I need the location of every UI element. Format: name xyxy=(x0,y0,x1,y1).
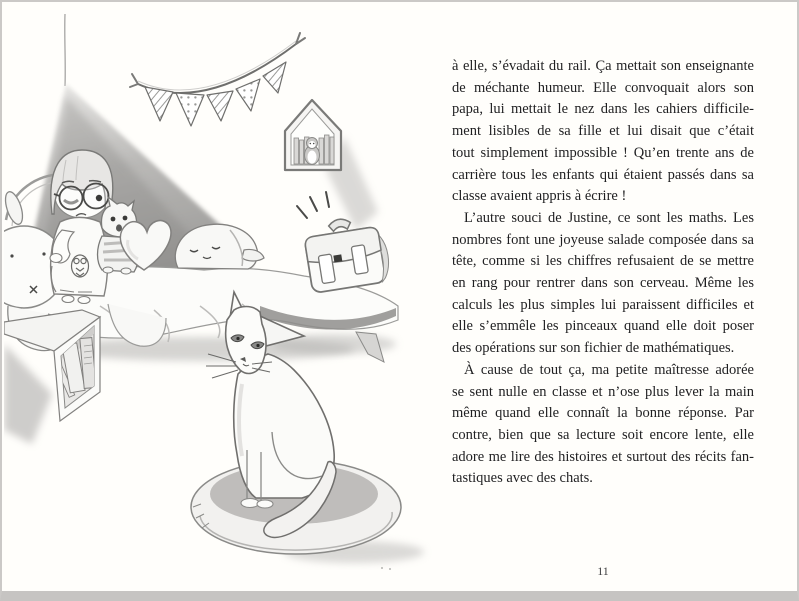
text-line: en rang pour rentrer dans son cerveau. Même les xyxy=(452,275,754,292)
text-line: tête, comme si les chiffres refusaient de se mettre xyxy=(452,253,754,270)
school-satchel xyxy=(302,213,392,294)
bunting-garland xyxy=(130,33,305,126)
text-line: carrière tous les enfants qui étaient passés dans sa xyxy=(452,166,754,183)
emphasis-lines xyxy=(297,192,329,218)
flag-striped xyxy=(145,87,173,121)
bedroom-illustration xyxy=(4,4,436,590)
text-line: À cause de tout ça, ma petite maîtresse adorée xyxy=(464,361,754,378)
text-line: elle s’emmêle les pinceaux quand elle doit poser xyxy=(452,318,754,335)
text-line: se sent nulle en classe et n’ose plus lever la main xyxy=(452,383,754,400)
text-line: tastiques avec des chats. xyxy=(452,470,593,487)
text-line: tout simplement impossible ! Qu’en trente ans de xyxy=(452,144,754,161)
eye xyxy=(96,195,102,201)
text-line: papa, lui mettait le nez dans les cahiers difficile- xyxy=(452,101,754,118)
page-number: 11 xyxy=(597,564,609,578)
satchel-handle xyxy=(328,218,351,232)
text-line: calculs les plus simples lui paraissent difficiles et xyxy=(452,296,754,313)
flag-striped xyxy=(207,91,233,121)
flag-striped xyxy=(263,62,286,93)
house-shelf xyxy=(285,100,378,230)
paragraph xyxy=(452,208,754,360)
cube-shelf xyxy=(4,310,100,444)
paragraph xyxy=(452,56,754,208)
paragraph xyxy=(452,360,754,490)
text-line: des opérations sur son fichier de mathématiques. xyxy=(452,340,735,357)
text-line: L’autre souci de Justine, ce sont les maths. Les xyxy=(464,209,754,226)
text-column xyxy=(452,56,754,490)
text-line: ment lisibles de sa fille et lui disait que c’était xyxy=(452,123,754,140)
text-line: adore me lire des histoires et surtout des récits fan- xyxy=(452,448,754,465)
penguin-figurine xyxy=(305,138,320,165)
text-line: de méchante humeur. Elle convoquait alors son xyxy=(452,79,754,96)
text-line: même quand elle connaît la bonne réponse. Par xyxy=(452,405,754,422)
flag-dotted xyxy=(176,93,204,126)
text-line: nombres font une joyeuse salade composée dans sa xyxy=(452,231,754,248)
text-line: contre, bien que sa lecture soit encore lente, elle xyxy=(452,426,754,443)
text-line: à elle, s’évadait du rail. Ça mettait son enseignante xyxy=(452,58,754,74)
flag-dotted xyxy=(236,79,260,111)
satchel-buckle xyxy=(333,254,342,262)
text-line: classe avaient appris à écrire ! xyxy=(452,188,627,205)
